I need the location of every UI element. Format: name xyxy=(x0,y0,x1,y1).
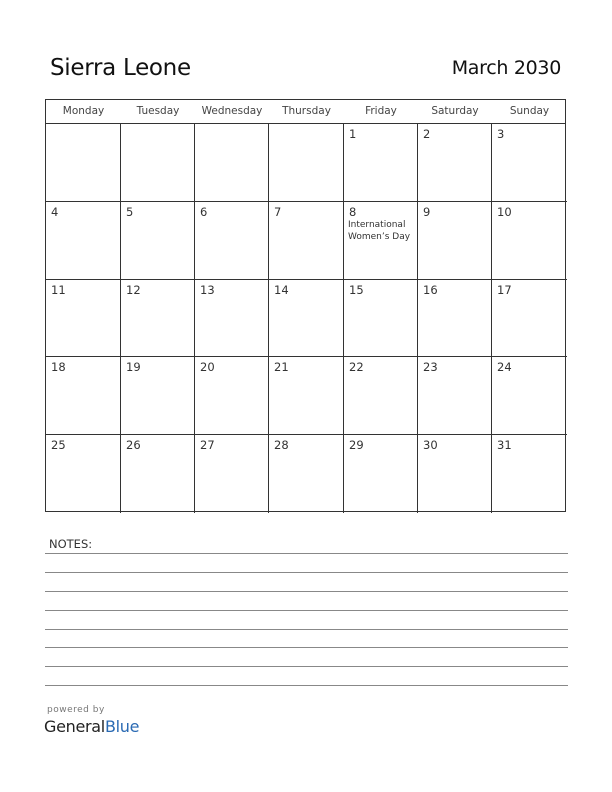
day-cell[interactable] xyxy=(344,202,418,280)
day-number: 22 xyxy=(349,360,364,375)
day-number: 8 xyxy=(349,204,357,219)
day-cell[interactable] xyxy=(121,202,195,280)
day-cell[interactable] xyxy=(492,124,567,202)
day-number: 28 xyxy=(274,438,289,453)
day-cell[interactable] xyxy=(121,124,195,202)
weekday-tuesday: Tuesday xyxy=(136,105,180,117)
day-number: 4 xyxy=(51,204,59,219)
day-number: 17 xyxy=(497,282,512,297)
day-number: 15 xyxy=(349,282,364,297)
day-number: 2 xyxy=(423,127,431,141)
weekday-friday: Friday xyxy=(365,105,397,117)
day-cell[interactable] xyxy=(121,357,195,435)
day-number: 30 xyxy=(423,438,438,453)
day-cell[interactable] xyxy=(46,280,121,358)
day-number: 11 xyxy=(51,282,66,297)
weekday-sunday: Sunday xyxy=(509,105,550,117)
notes-label: NOTES: xyxy=(49,537,93,551)
day-cell[interactable] xyxy=(195,280,269,358)
day-cell[interactable] xyxy=(344,280,418,358)
powered-by-text: powered by xyxy=(47,705,105,715)
day-cell[interactable] xyxy=(344,357,418,435)
day-number: 7 xyxy=(274,204,282,219)
day-cell[interactable] xyxy=(492,280,567,358)
weekday-thursday: Thursday xyxy=(282,105,331,117)
day-number: 12 xyxy=(126,282,141,297)
day-cell[interactable] xyxy=(418,124,492,202)
day-cell[interactable] xyxy=(418,202,492,280)
day-cell[interactable] xyxy=(492,357,567,435)
brand-general-text: General xyxy=(44,717,105,736)
day-number: 3 xyxy=(497,127,505,141)
day-cell[interactable] xyxy=(269,280,344,358)
note-line xyxy=(45,553,568,554)
day-cell[interactable] xyxy=(344,435,418,513)
note-line xyxy=(45,666,568,667)
day-number: 25 xyxy=(51,438,66,453)
calendar-country-title: Sierra Leone xyxy=(50,55,191,81)
day-number: 31 xyxy=(497,438,512,453)
day-cell[interactable] xyxy=(269,124,344,202)
day-number: 26 xyxy=(126,438,141,453)
day-number: 5 xyxy=(126,204,134,219)
day-number: 14 xyxy=(274,282,289,297)
brand-blue-text: Blue xyxy=(104,717,140,736)
note-line xyxy=(45,610,568,611)
holiday-event: International Women’s Day xyxy=(348,219,411,242)
calendar-grid xyxy=(45,99,566,512)
day-number: 21 xyxy=(274,360,289,375)
day-number: 29 xyxy=(349,438,364,453)
day-cell[interactable] xyxy=(195,124,269,202)
day-number: 6 xyxy=(200,204,208,219)
day-cell[interactable] xyxy=(492,202,567,280)
day-number: 13 xyxy=(200,282,215,297)
day-cell[interactable] xyxy=(195,435,269,513)
weekday-monday: Monday xyxy=(62,105,105,117)
day-cell[interactable] xyxy=(46,435,121,513)
weekday-header-row xyxy=(46,100,565,124)
day-cell[interactable] xyxy=(46,357,121,435)
day-cell[interactable] xyxy=(269,435,344,513)
generalblue-logo[interactable] xyxy=(44,717,139,736)
day-cell[interactable] xyxy=(195,357,269,435)
day-cell[interactable] xyxy=(46,202,121,280)
note-line xyxy=(45,629,568,630)
day-number: 10 xyxy=(497,204,512,219)
day-number: 16 xyxy=(423,282,438,297)
day-number: 18 xyxy=(51,360,66,375)
day-cell[interactable] xyxy=(269,357,344,435)
note-line xyxy=(45,647,568,648)
note-line xyxy=(45,591,568,592)
day-cell[interactable] xyxy=(418,357,492,435)
day-number: 19 xyxy=(126,360,141,375)
weekday-wednesday: Wednesday xyxy=(201,105,263,117)
day-cell[interactable] xyxy=(269,202,344,280)
day-cell[interactable] xyxy=(121,435,195,513)
calendar-month-title: March 2030 xyxy=(451,57,561,79)
day-number: 23 xyxy=(423,360,438,375)
day-cell[interactable] xyxy=(418,435,492,513)
day-cell[interactable] xyxy=(121,280,195,358)
day-cell[interactable] xyxy=(195,202,269,280)
day-number: 9 xyxy=(423,204,431,219)
day-number: 24 xyxy=(497,360,512,375)
day-cell[interactable] xyxy=(344,124,418,202)
day-number: 27 xyxy=(200,438,215,453)
note-line xyxy=(45,685,568,686)
day-cell[interactable] xyxy=(492,435,567,513)
weekday-saturday: Saturday xyxy=(431,105,479,117)
day-cell[interactable] xyxy=(418,280,492,358)
day-cell[interactable] xyxy=(46,124,121,202)
note-line xyxy=(45,572,568,573)
day-number: 1 xyxy=(349,127,357,141)
day-number: 20 xyxy=(200,360,215,375)
